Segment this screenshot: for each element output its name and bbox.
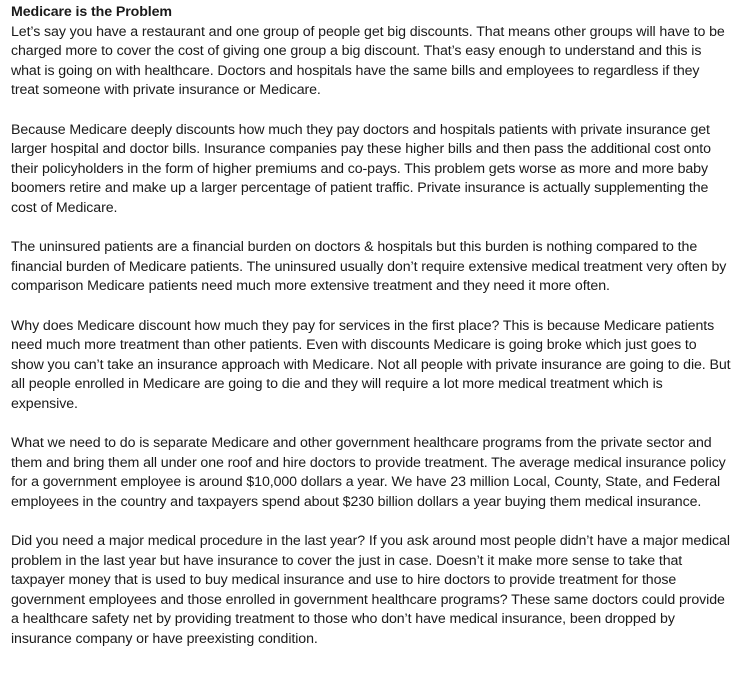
paragraph-major-procedure: Did you need a major medical procedure in the last year? If you ask around most people didn’t have a major medical problem in the last year but have insurance to cover the just in case. Doesn’t it make more sense to take that taxpayer money that is used to buy medical insurance and use to hire doctors to provide treatment for those government employees and those enrolled in government healthcare programs? These same doctors could provide a healthcare safety net by providing treatment to those who don’t have medical insurance, been dropped by insurance company or have preexisting condition. <box>11 533 730 647</box>
paragraph-restaurant-analogy: Let’s say you have a restaurant and one group of people get big discounts. That means other groups will have to be charged more to cover the cost of giving one group a big discount. That’s easy enough to understand and this is what is going on with healthcare. Doctors and hospitals have the same bills and employees to regardless if they treat someone with private insurance or Medicare. <box>11 23 725 99</box>
paragraph-why-discount: Why does Medicare discount how much they pay for services in the first place? This is because Medicare patients need much more treatment than other patients. Even with discounts Medicare is going broke which just goes to show you can’t take an insurance approach with Medicare. Not all people with private insurance are going to die. But all people enrolled in Medicare are going to die and they will require a lot more medical treatment which is expensive. <box>11 317 731 412</box>
document-title: Medicare is the Problem <box>11 4 172 20</box>
paragraph-medicare-discounts: Because Medicare deeply discounts how much they pay doctors and hospitals patients with private insurance get larger hospital and doctor bills. Insurance companies pay these higher bills and then pass the additional cost onto their policyholders in the form of higher premiums and co-pays. This problem gets worse as more and more baby boomers retire and make up a larger percentage of patient traffic. Private insurance is actually supplementing the cost of Medicare. <box>11 121 711 216</box>
paragraph-uninsured-burden: The uninsured patients are a financial burden on doctors & hospitals but this burden is nothing compared to the financial burden of Medicare patients. The uninsured usually don’t require extensive medical treatment very often by comparison Medicare patients need much more extensive treatment and they need it more often. <box>11 239 727 295</box>
paragraph-separate-medicare: What we need to do is separate Medicare and other government healthcare programs from the private sector and them and bring them all under one roof and hire doctors to provide treatment. The average medical insurance policy for a government employee is around $10,000 dollars a year. We have 23 million Local, County, State, and Federal employees in the country and taxpayers spend about $230 billion dollars a year buying them medical insurance. <box>11 435 726 510</box>
